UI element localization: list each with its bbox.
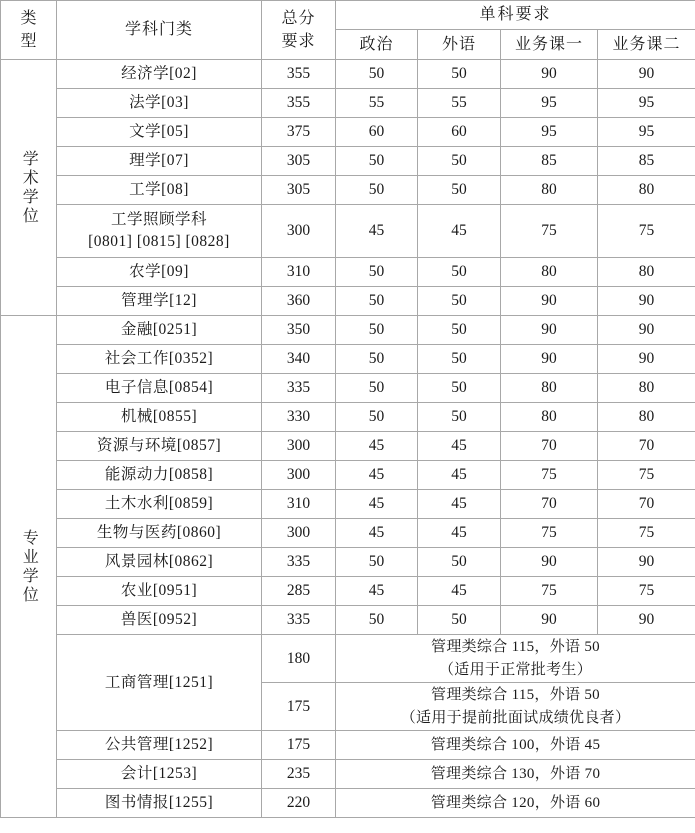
total-score-cell: 235 [262,760,336,789]
subject2-score-cell: 70 [598,432,695,461]
table-row [1,577,695,606]
subject2-score-cell: 80 [598,374,695,403]
discipline-name-cell: 文学[05] [57,118,262,147]
politics-score-cell: 50 [336,403,418,432]
subject1-score-cell: 90 [501,60,598,89]
discipline-name-cell: 生物与医药[0860] [57,519,262,548]
table-row [1,118,695,147]
subject1-score-cell: 80 [501,258,598,287]
header-total-line-2: 要求 [281,33,316,50]
politics-score-cell: 50 [336,316,418,345]
header-subject-course-2: 业务课二 [598,30,695,60]
total-score-cell: 355 [262,60,336,89]
discipline-name-cell: 理学[07] [57,147,262,176]
group-label-professional [1,316,57,818]
discipline-name-line-1: 工学照顾学科 [110,211,207,229]
table-body [1,60,695,818]
politics-score-cell: 50 [336,147,418,176]
politics-score-cell: 50 [336,176,418,205]
total-score-cell: 305 [262,176,336,205]
politics-score-cell: 45 [336,432,418,461]
subject1-score-cell: 85 [501,147,598,176]
table-row [1,548,695,577]
total-score-cell: 180 [262,635,336,683]
header-discipline: 学科门类 [57,1,262,60]
subject2-score-cell: 85 [598,147,695,176]
table-row [1,316,695,345]
subject2-score-cell: 75 [598,205,695,258]
discipline-name-cell: 会计[1253] [57,760,262,789]
discipline-name-cell: 工学[08] [57,176,262,205]
header-total-score [262,1,336,60]
politics-score-cell: 45 [336,519,418,548]
discipline-name-cell: 土木水利[0859] [57,490,262,519]
foreign-score-cell: 45 [418,461,501,490]
table-row [1,345,695,374]
table-row [1,432,695,461]
requirement-note-line-1: 管理类综合 115，外语 50 [431,687,600,703]
subject2-score-cell: 80 [598,258,695,287]
header-subject-requirements: 单科要求 [336,1,695,30]
total-score-cell: 175 [262,683,336,731]
table-row [1,374,695,403]
table-row [1,287,695,316]
requirement-note-cell: 管理类综合 100，外语 45 [336,731,695,760]
foreign-score-cell: 45 [418,490,501,519]
requirement-note-line-2: （适用于提前批面试成绩优良者） [400,709,631,726]
discipline-name-cell: 工商管理[1251] [57,635,262,731]
discipline-name-cell [57,205,262,258]
politics-score-cell: 50 [336,287,418,316]
header-total-line-1: 总分 [281,9,316,27]
subject1-score-cell: 80 [501,403,598,432]
subject1-score-cell: 75 [501,461,598,490]
subject2-score-cell: 95 [598,89,695,118]
table-row [1,461,695,490]
header-type [1,1,57,60]
politics-score-cell: 45 [336,490,418,519]
subject1-score-cell: 90 [501,287,598,316]
table-row [1,760,695,789]
group-label-academic [1,60,57,316]
requirement-note-cell: 管理类综合 130，外语 70 [336,760,695,789]
discipline-name-cell: 社会工作[0352] [57,345,262,374]
politics-score-cell: 50 [336,374,418,403]
discipline-name-cell: 农业[0951] [57,577,262,606]
header-type-char-2: 型 [20,33,37,50]
requirement-note-cell: 管理类综合 120，外语 60 [336,789,695,818]
subject2-score-cell: 90 [598,287,695,316]
foreign-score-cell: 50 [418,147,501,176]
discipline-name-cell: 公共管理[1252] [57,731,262,760]
total-score-cell: 300 [262,205,336,258]
total-score-cell: 300 [262,461,336,490]
total-score-cell: 300 [262,432,336,461]
header-subject-foreign: 外语 [418,30,501,60]
subject1-score-cell: 70 [501,432,598,461]
total-score-cell: 335 [262,606,336,635]
politics-score-cell: 50 [336,60,418,89]
header-subject-course-1: 业务课一 [501,30,598,60]
subject2-score-cell: 75 [598,577,695,606]
subject2-score-cell: 75 [598,519,695,548]
foreign-score-cell: 50 [418,403,501,432]
total-score-cell: 335 [262,548,336,577]
politics-score-cell: 50 [336,345,418,374]
total-score-cell: 355 [262,89,336,118]
group-label-text: 专业学位 [20,528,38,605]
discipline-name-cell: 金融[0251] [57,316,262,345]
politics-score-cell: 45 [336,577,418,606]
subject1-score-cell: 90 [501,606,598,635]
subject2-score-cell: 75 [598,461,695,490]
total-score-cell: 335 [262,374,336,403]
subject1-score-cell: 75 [501,519,598,548]
foreign-score-cell: 50 [418,287,501,316]
politics-score-cell: 45 [336,205,418,258]
table-row [1,635,695,683]
subject1-score-cell: 95 [501,118,598,147]
table-row [1,731,695,760]
subject1-score-cell: 90 [501,548,598,577]
total-score-cell: 360 [262,287,336,316]
subject2-score-cell: 80 [598,176,695,205]
group-label-text: 学术学位 [20,149,38,226]
foreign-score-cell: 50 [418,345,501,374]
discipline-name-cell: 风景园林[0862] [57,548,262,577]
table-row [1,789,695,818]
discipline-name-cell: 经济学[02] [57,60,262,89]
foreign-score-cell: 45 [418,205,501,258]
politics-score-cell: 45 [336,461,418,490]
foreign-score-cell: 50 [418,176,501,205]
discipline-name-cell: 法学[03] [57,89,262,118]
foreign-score-cell: 50 [418,316,501,345]
total-score-cell: 340 [262,345,336,374]
subject1-score-cell: 70 [501,490,598,519]
subject2-score-cell: 70 [598,490,695,519]
foreign-score-cell: 50 [418,60,501,89]
foreign-score-cell: 60 [418,118,501,147]
discipline-name-cell: 能源动力[0858] [57,461,262,490]
discipline-name-cell: 管理学[12] [57,287,262,316]
subject1-score-cell: 75 [501,577,598,606]
politics-score-cell: 50 [336,606,418,635]
subject2-score-cell: 90 [598,60,695,89]
politics-score-cell: 50 [336,548,418,577]
subject2-score-cell: 95 [598,118,695,147]
politics-score-cell: 60 [336,118,418,147]
table-row [1,258,695,287]
table-header [1,1,695,60]
requirement-note-cell [336,683,695,731]
foreign-score-cell: 45 [418,519,501,548]
politics-score-cell: 55 [336,89,418,118]
total-score-cell: 350 [262,316,336,345]
total-score-cell: 310 [262,258,336,287]
total-score-cell: 330 [262,403,336,432]
discipline-name-cell: 资源与环境[0857] [57,432,262,461]
total-score-cell: 175 [262,731,336,760]
table-row [1,519,695,548]
foreign-score-cell: 45 [418,432,501,461]
table-row [1,176,695,205]
discipline-name-line-2: [0801] [0815] [0828] [88,233,230,250]
table-row [1,606,695,635]
header-subject-politics: 政治 [336,30,418,60]
foreign-score-cell: 50 [418,374,501,403]
header-type-char-1: 类 [20,9,37,27]
foreign-score-cell: 55 [418,89,501,118]
discipline-name-cell: 机械[0855] [57,403,262,432]
table-row [1,403,695,432]
foreign-score-cell: 50 [418,258,501,287]
total-score-cell: 285 [262,577,336,606]
subject2-score-cell: 90 [598,316,695,345]
subject1-score-cell: 95 [501,89,598,118]
total-score-cell: 375 [262,118,336,147]
subject2-score-cell: 90 [598,345,695,374]
subject1-score-cell: 80 [501,374,598,403]
table-row [1,60,695,89]
total-score-cell: 300 [262,519,336,548]
discipline-name-cell: 农学[09] [57,258,262,287]
foreign-score-cell: 45 [418,577,501,606]
table-row [1,205,695,258]
requirement-note-line-1: 管理类综合 115，外语 50 [431,639,600,655]
subject2-score-cell: 90 [598,606,695,635]
subject2-score-cell: 90 [598,548,695,577]
subject1-score-cell: 80 [501,176,598,205]
discipline-name-cell: 电子信息[0854] [57,374,262,403]
subject1-score-cell: 90 [501,345,598,374]
discipline-name-cell: 图书情报[1255] [57,789,262,818]
requirement-note-cell [336,635,695,683]
total-score-cell: 220 [262,789,336,818]
table-row [1,490,695,519]
header-row-1 [1,1,695,30]
total-score-cell: 305 [262,147,336,176]
subject1-score-cell: 90 [501,316,598,345]
table-row [1,147,695,176]
politics-score-cell: 50 [336,258,418,287]
subject1-score-cell: 75 [501,205,598,258]
total-score-cell: 310 [262,490,336,519]
requirement-note-line-2: （适用于正常批考生） [439,661,593,678]
discipline-name-cell: 兽医[0952] [57,606,262,635]
foreign-score-cell: 50 [418,548,501,577]
subject2-score-cell: 80 [598,403,695,432]
table-row [1,89,695,118]
foreign-score-cell: 50 [418,606,501,635]
